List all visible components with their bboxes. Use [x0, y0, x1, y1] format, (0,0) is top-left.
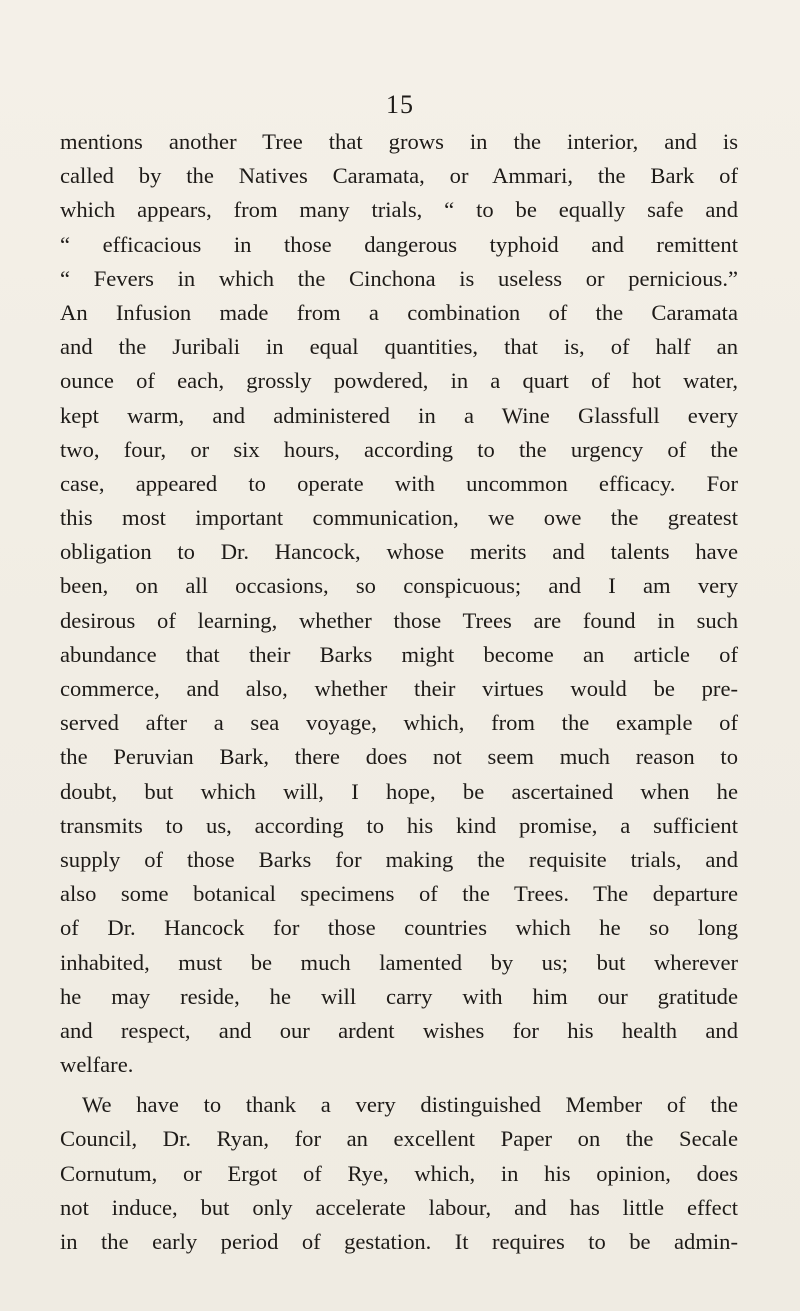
text-line: Cornutum, or Ergot of Rye, which, in his opinion, does [60, 1160, 738, 1186]
text-line: and the Juribali in equal quantities, that is, of half an [60, 334, 738, 360]
text-line: welfare. [60, 1052, 134, 1078]
text-line: abundance that their Barks might become an article of [60, 641, 738, 667]
text-line: this most important communication, we owe the greatest [60, 505, 738, 531]
text-line: also some botanical specimens of the Trees. The departure [60, 881, 738, 907]
text-line: doubt, but which will, I hope, be ascertained when he [60, 778, 738, 804]
paragraph-2 [60, 1088, 738, 1259]
text-line: he may reside, he will carry with him our gratitude [60, 983, 738, 1009]
text-line: We have to thank a very distinguished Member of the [82, 1092, 738, 1118]
text-line: two, four, or six hours, according to the urgency of the [60, 436, 738, 462]
text-line: inhabited, must be much lamented by us; but wherever [60, 949, 738, 975]
text-line: been, on all occasions, so conspicuous; and I am very [60, 573, 738, 599]
text-line: supply of those Barks for making the requisite trials, and [60, 846, 738, 872]
text-line: ounce of each, grossly powdered, in a quart of hot water, [60, 368, 738, 394]
text-line: served after a sea voyage, which, from the example of [60, 710, 738, 736]
text-line: not induce, but only accelerate labour, and has little effect [60, 1194, 738, 1220]
body-text [60, 125, 738, 1259]
text-line: transmits to us, according to his kind promise, a sufficient [60, 812, 738, 838]
text-line: obligation to Dr. Hancock, whose merits and talents have [60, 539, 738, 565]
page-number: 15 [386, 90, 414, 119]
text-line: “ efficacious in those dangerous typhoid and remittent [60, 231, 738, 257]
text-line: mentions another Tree that grows in the interior, and is [60, 129, 738, 154]
text-line: of Dr. Hancock for those countries which he so long [60, 915, 738, 941]
text-line: which appears, from many trials, “ to be equally safe and [60, 197, 738, 223]
text-line: the Peruvian Bark, there does not seem much reason to [60, 744, 738, 770]
text-line: commerce, and also, whether their virtues would be pre- [60, 676, 738, 701]
text-line: desirous of learning, whether those Trees are found in such [60, 607, 738, 633]
paragraph-1 [60, 125, 738, 1082]
text-line: An Infusion made from a combination of the Caramata [60, 299, 738, 325]
text-line: Council, Dr. Ryan, for an excellent Paper on the Secale [60, 1126, 738, 1152]
text-line: case, appeared to operate with uncommon efficacy. For [60, 470, 738, 496]
text-line: and respect, and our ardent wishes for his health and [60, 1017, 738, 1043]
text-line: in the early period of gestation. It requires to be admin- [60, 1229, 738, 1254]
text-line: called by the Natives Caramata, or Ammari, the Bark of [60, 163, 738, 189]
text-line: kept warm, and administered in a Wine Glassfull every [60, 402, 738, 428]
text-line: “ Fevers in which the Cinchona is useless or pernicious.” [60, 265, 738, 291]
